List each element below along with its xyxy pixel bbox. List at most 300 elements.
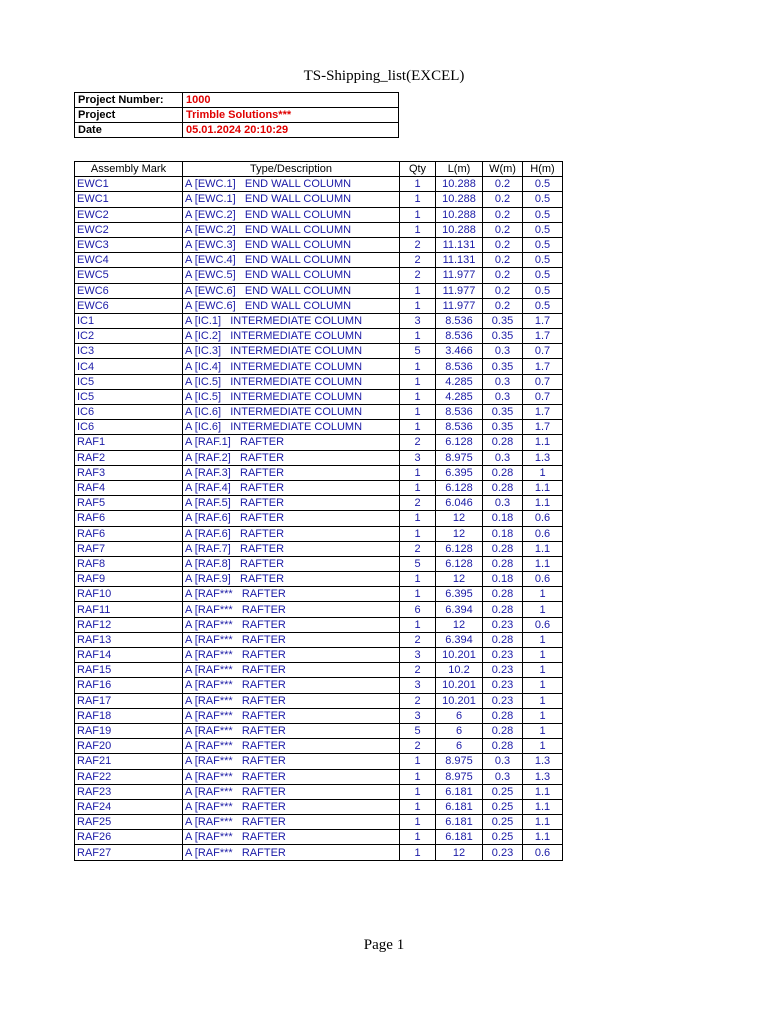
table-row xyxy=(75,587,563,602)
table-row xyxy=(75,511,563,526)
qty-cell: 1 xyxy=(400,845,436,860)
project-number-value: 1000 xyxy=(183,93,399,108)
qty-cell: 5 xyxy=(400,344,436,359)
assembly-mark-cell: RAF23 xyxy=(75,784,183,799)
type-description-cell: A [RAF*** RAFTER xyxy=(183,693,400,708)
height-cell: 1 xyxy=(523,648,563,663)
type-description-cell: A [RAF*** RAFTER xyxy=(183,799,400,814)
width-cell: 0.2 xyxy=(483,268,523,283)
assembly-mark-cell: RAF11 xyxy=(75,602,183,617)
type-description-cell: A [RAF.7] RAFTER xyxy=(183,541,400,556)
length-cell: 12 xyxy=(436,572,483,587)
length-cell: 12 xyxy=(436,617,483,632)
table-row xyxy=(75,678,563,693)
qty-cell: 1 xyxy=(400,298,436,313)
length-cell: 8.536 xyxy=(436,405,483,420)
width-cell: 0.3 xyxy=(483,496,523,511)
table-header-row xyxy=(75,162,563,177)
table-row xyxy=(75,541,563,556)
qty-cell: 2 xyxy=(400,541,436,556)
type-description-cell: A [RAF*** RAFTER xyxy=(183,632,400,647)
table-body xyxy=(75,177,563,860)
qty-cell: 1 xyxy=(400,192,436,207)
type-description-cell: A [RAF*** RAFTER xyxy=(183,708,400,723)
assembly-mark-cell: IC3 xyxy=(75,344,183,359)
info-row-project xyxy=(75,108,399,123)
qty-cell: 1 xyxy=(400,389,436,404)
table-row xyxy=(75,754,563,769)
width-cell: 0.2 xyxy=(483,253,523,268)
width-cell: 0.18 xyxy=(483,526,523,541)
width-cell: 0.25 xyxy=(483,799,523,814)
table-row xyxy=(75,617,563,632)
table-row xyxy=(75,480,563,495)
table-row xyxy=(75,602,563,617)
table-row xyxy=(75,708,563,723)
length-cell: 6.394 xyxy=(436,632,483,647)
assembly-mark-cell: IC5 xyxy=(75,374,183,389)
assembly-mark-cell: RAF17 xyxy=(75,693,183,708)
width-cell: 0.28 xyxy=(483,739,523,754)
assembly-mark-cell: RAF13 xyxy=(75,632,183,647)
length-cell: 12 xyxy=(436,845,483,860)
width-cell: 0.3 xyxy=(483,344,523,359)
length-cell: 10.2 xyxy=(436,663,483,678)
width-cell: 0.35 xyxy=(483,359,523,374)
height-cell: 0.6 xyxy=(523,572,563,587)
height-cell: 0.5 xyxy=(523,237,563,252)
type-description-cell: A [RAF*** RAFTER xyxy=(183,754,400,769)
assembly-mark-cell: RAF9 xyxy=(75,572,183,587)
width-cell: 0.2 xyxy=(483,192,523,207)
assembly-mark-cell: EWC6 xyxy=(75,283,183,298)
type-description-cell: A [RAF.5] RAFTER xyxy=(183,496,400,511)
height-cell: 1 xyxy=(523,602,563,617)
type-description-cell: A [EWC.4] END WALL COLUMN xyxy=(183,253,400,268)
type-description-cell: A [IC.5] INTERMEDIATE COLUMN xyxy=(183,389,400,404)
assembly-mark-cell: RAF4 xyxy=(75,480,183,495)
width-cell: 0.2 xyxy=(483,207,523,222)
table-row xyxy=(75,556,563,571)
type-description-cell: A [IC.3] INTERMEDIATE COLUMN xyxy=(183,344,400,359)
width-cell: 0.35 xyxy=(483,329,523,344)
qty-cell: 2 xyxy=(400,632,436,647)
table-row xyxy=(75,389,563,404)
length-cell: 8.536 xyxy=(436,420,483,435)
height-cell: 0.5 xyxy=(523,268,563,283)
assembly-mark-cell: IC4 xyxy=(75,359,183,374)
table-row xyxy=(75,298,563,313)
width-cell: 0.3 xyxy=(483,769,523,784)
table-row xyxy=(75,663,563,678)
height-cell: 1.7 xyxy=(523,359,563,374)
qty-cell: 1 xyxy=(400,617,436,632)
type-description-cell: A [IC.6] INTERMEDIATE COLUMN xyxy=(183,405,400,420)
qty-cell: 6 xyxy=(400,602,436,617)
type-description-cell: A [RAF*** RAFTER xyxy=(183,845,400,860)
info-row-project-number xyxy=(75,93,399,108)
info-label: Project xyxy=(75,108,183,123)
qty-cell: 3 xyxy=(400,313,436,328)
width-cell: 0.23 xyxy=(483,648,523,663)
length-cell: 12 xyxy=(436,511,483,526)
assembly-mark-cell: RAF22 xyxy=(75,769,183,784)
width-cell: 0.28 xyxy=(483,541,523,556)
assembly-mark-cell: RAF24 xyxy=(75,799,183,814)
page-number: Page 1 xyxy=(363,937,405,953)
height-cell: 1 xyxy=(523,632,563,647)
height-cell: 1.1 xyxy=(523,556,563,571)
project-name-value: Trimble Solutions*** xyxy=(183,108,399,123)
qty-cell: 2 xyxy=(400,237,436,252)
type-description-cell: A [RAF*** RAFTER xyxy=(183,784,400,799)
assembly-mark-cell: RAF6 xyxy=(75,526,183,541)
assembly-mark-cell: RAF27 xyxy=(75,845,183,860)
table-row xyxy=(75,435,563,450)
height-cell: 0.5 xyxy=(523,298,563,313)
type-description-cell: A [EWC.1] END WALL COLUMN xyxy=(183,177,400,192)
assembly-mark-cell: IC5 xyxy=(75,389,183,404)
assembly-mark-cell: RAF15 xyxy=(75,663,183,678)
qty-cell: 1 xyxy=(400,830,436,845)
qty-cell: 3 xyxy=(400,450,436,465)
length-cell: 3.466 xyxy=(436,344,483,359)
type-description-cell: A [IC.1] INTERMEDIATE COLUMN xyxy=(183,313,400,328)
height-cell: 0.6 xyxy=(523,526,563,541)
qty-cell: 3 xyxy=(400,678,436,693)
length-cell: 6.181 xyxy=(436,784,483,799)
table-row xyxy=(75,799,563,814)
qty-cell: 1 xyxy=(400,815,436,830)
qty-cell: 2 xyxy=(400,268,436,283)
table-row xyxy=(75,344,563,359)
length-cell: 6.128 xyxy=(436,541,483,556)
height-cell: 1.1 xyxy=(523,541,563,556)
assembly-mark-cell: EWC1 xyxy=(75,192,183,207)
length-cell: 10.288 xyxy=(436,222,483,237)
width-cell: 0.18 xyxy=(483,572,523,587)
type-description-cell: A [RAF*** RAFTER xyxy=(183,830,400,845)
qty-cell: 2 xyxy=(400,496,436,511)
table-row xyxy=(75,769,563,784)
type-description-cell: A [IC.2] INTERMEDIATE COLUMN xyxy=(183,329,400,344)
qty-cell: 1 xyxy=(400,207,436,222)
height-cell: 0.6 xyxy=(523,617,563,632)
qty-cell: 2 xyxy=(400,435,436,450)
assembly-mark-cell: RAF10 xyxy=(75,587,183,602)
length-cell: 6.395 xyxy=(436,465,483,480)
assembly-mark-cell: RAF6 xyxy=(75,511,183,526)
qty-cell: 1 xyxy=(400,769,436,784)
table-row xyxy=(75,784,563,799)
height-cell: 1.3 xyxy=(523,450,563,465)
height-cell: 1.1 xyxy=(523,480,563,495)
length-cell: 11.977 xyxy=(436,283,483,298)
type-description-cell: A [EWC.2] END WALL COLUMN xyxy=(183,222,400,237)
width-cell: 0.35 xyxy=(483,420,523,435)
qty-cell: 3 xyxy=(400,708,436,723)
width-cell: 0.28 xyxy=(483,632,523,647)
length-cell: 8.975 xyxy=(436,769,483,784)
height-cell: 1.3 xyxy=(523,754,563,769)
height-cell: 1 xyxy=(523,587,563,602)
width-cell: 0.2 xyxy=(483,298,523,313)
qty-cell: 1 xyxy=(400,480,436,495)
length-cell: 11.977 xyxy=(436,298,483,313)
table-row xyxy=(75,632,563,647)
table-row xyxy=(75,465,563,480)
length-cell: 10.201 xyxy=(436,648,483,663)
height-cell: 0.5 xyxy=(523,253,563,268)
length-cell: 10.288 xyxy=(436,177,483,192)
length-cell: 10.288 xyxy=(436,192,483,207)
assembly-mark-cell: RAF25 xyxy=(75,815,183,830)
height-cell: 1 xyxy=(523,723,563,738)
width-cell: 0.28 xyxy=(483,556,523,571)
type-description-cell: A [RAF*** RAFTER xyxy=(183,815,400,830)
type-description-cell: A [RAF.3] RAFTER xyxy=(183,465,400,480)
table-row xyxy=(75,374,563,389)
assembly-mark-cell: IC1 xyxy=(75,313,183,328)
length-cell: 8.975 xyxy=(436,754,483,769)
date-value: 05.01.2024 20:10:29 xyxy=(183,123,399,138)
width-cell: 0.2 xyxy=(483,237,523,252)
width-cell: 0.3 xyxy=(483,374,523,389)
qty-cell: 1 xyxy=(400,222,436,237)
length-cell: 4.285 xyxy=(436,374,483,389)
assembly-mark-cell: EWC2 xyxy=(75,207,183,222)
height-cell: 1.1 xyxy=(523,815,563,830)
assembly-mark-cell: IC6 xyxy=(75,405,183,420)
table-row xyxy=(75,405,563,420)
table-row xyxy=(75,420,563,435)
height-cell: 1 xyxy=(523,465,563,480)
length-cell: 8.536 xyxy=(436,329,483,344)
width-cell: 0.18 xyxy=(483,511,523,526)
width-cell: 0.23 xyxy=(483,663,523,678)
page-title: TS-Shipping_list(EXCEL) xyxy=(303,68,465,84)
height-cell: 1.3 xyxy=(523,769,563,784)
info-label: Date xyxy=(75,123,183,138)
table-row xyxy=(75,313,563,328)
width-cell: 0.28 xyxy=(483,480,523,495)
assembly-mark-cell: RAF2 xyxy=(75,450,183,465)
width-cell: 0.35 xyxy=(483,313,523,328)
assembly-mark-cell: EWC6 xyxy=(75,298,183,313)
assembly-mark-cell: IC6 xyxy=(75,420,183,435)
length-cell: 6.394 xyxy=(436,602,483,617)
assembly-mark-cell: RAF7 xyxy=(75,541,183,556)
table-row xyxy=(75,723,563,738)
type-description-cell: A [EWC.5] END WALL COLUMN xyxy=(183,268,400,283)
type-description-cell: A [RAF*** RAFTER xyxy=(183,663,400,678)
qty-cell: 2 xyxy=(400,739,436,754)
length-cell: 6 xyxy=(436,708,483,723)
qty-cell: 1 xyxy=(400,784,436,799)
table-row xyxy=(75,693,563,708)
width-cell: 0.25 xyxy=(483,784,523,799)
length-cell: 6.046 xyxy=(436,496,483,511)
length-cell: 12 xyxy=(436,526,483,541)
height-cell: 1.7 xyxy=(523,329,563,344)
height-cell: 1 xyxy=(523,663,563,678)
height-cell: 0.5 xyxy=(523,207,563,222)
length-cell: 10.201 xyxy=(436,693,483,708)
height-cell: 1 xyxy=(523,678,563,693)
width-cell: 0.3 xyxy=(483,754,523,769)
height-cell: 1 xyxy=(523,739,563,754)
height-cell: 1.7 xyxy=(523,420,563,435)
height-cell: 1.1 xyxy=(523,784,563,799)
table-row xyxy=(75,253,563,268)
type-description-cell: A [RAF*** RAFTER xyxy=(183,602,400,617)
assembly-mark-cell: RAF26 xyxy=(75,830,183,845)
length-cell: 6.181 xyxy=(436,799,483,814)
qty-cell: 1 xyxy=(400,420,436,435)
type-description-cell: A [IC.5] INTERMEDIATE COLUMN xyxy=(183,374,400,389)
length-cell: 10.201 xyxy=(436,678,483,693)
table-row xyxy=(75,739,563,754)
table-row xyxy=(75,192,563,207)
type-description-cell: A [EWC.6] END WALL COLUMN xyxy=(183,283,400,298)
height-cell: 1 xyxy=(523,693,563,708)
assembly-mark-cell: EWC4 xyxy=(75,253,183,268)
column-header-qty: Qty xyxy=(400,162,436,177)
length-cell: 6.181 xyxy=(436,815,483,830)
type-description-cell: A [IC.4] INTERMEDIATE COLUMN xyxy=(183,359,400,374)
table-row xyxy=(75,177,563,192)
width-cell: 0.23 xyxy=(483,678,523,693)
width-cell: 0.28 xyxy=(483,708,523,723)
project-info-table xyxy=(74,92,399,138)
type-description-cell: A [RAF.8] RAFTER xyxy=(183,556,400,571)
width-cell: 0.28 xyxy=(483,723,523,738)
type-description-cell: A [RAF*** RAFTER xyxy=(183,678,400,693)
qty-cell: 1 xyxy=(400,799,436,814)
qty-cell: 1 xyxy=(400,177,436,192)
table-row xyxy=(75,496,563,511)
height-cell: 0.6 xyxy=(523,845,563,860)
assembly-mark-cell: RAF16 xyxy=(75,678,183,693)
type-description-cell: A [RAF*** RAFTER xyxy=(183,723,400,738)
table-row xyxy=(75,450,563,465)
table-row xyxy=(75,572,563,587)
length-cell: 11.131 xyxy=(436,253,483,268)
info-label: Project Number: xyxy=(75,93,183,108)
height-cell: 0.5 xyxy=(523,177,563,192)
assembly-mark-cell: EWC5 xyxy=(75,268,183,283)
qty-cell: 2 xyxy=(400,663,436,678)
type-description-cell: A [RAF*** RAFTER xyxy=(183,739,400,754)
height-cell: 0.7 xyxy=(523,389,563,404)
assembly-mark-cell: EWC3 xyxy=(75,237,183,252)
qty-cell: 1 xyxy=(400,405,436,420)
type-description-cell: A [IC.6] INTERMEDIATE COLUMN xyxy=(183,420,400,435)
height-cell: 1.1 xyxy=(523,435,563,450)
width-cell: 0.2 xyxy=(483,177,523,192)
table-row xyxy=(75,268,563,283)
qty-cell: 1 xyxy=(400,465,436,480)
assembly-mark-cell: RAF5 xyxy=(75,496,183,511)
table-row xyxy=(75,359,563,374)
width-cell: 0.28 xyxy=(483,602,523,617)
type-description-cell: A [RAF.9] RAFTER xyxy=(183,572,400,587)
assembly-mark-cell: RAF1 xyxy=(75,435,183,450)
table-row xyxy=(75,845,563,860)
type-description-cell: A [EWC.1] END WALL COLUMN xyxy=(183,192,400,207)
info-row-date xyxy=(75,123,399,138)
qty-cell: 1 xyxy=(400,283,436,298)
height-cell: 1.7 xyxy=(523,313,563,328)
table-row xyxy=(75,207,563,222)
assembly-mark-cell: RAF8 xyxy=(75,556,183,571)
type-description-cell: A [RAF.6] RAFTER xyxy=(183,511,400,526)
width-cell: 0.23 xyxy=(483,693,523,708)
table-row xyxy=(75,830,563,845)
width-cell: 0.25 xyxy=(483,830,523,845)
qty-cell: 1 xyxy=(400,359,436,374)
height-cell: 1.1 xyxy=(523,799,563,814)
width-cell: 0.3 xyxy=(483,389,523,404)
length-cell: 6 xyxy=(436,739,483,754)
length-cell: 8.975 xyxy=(436,450,483,465)
length-cell: 6.395 xyxy=(436,587,483,602)
length-cell: 6.128 xyxy=(436,480,483,495)
table-row xyxy=(75,329,563,344)
type-description-cell: A [RAF.2] RAFTER xyxy=(183,450,400,465)
type-description-cell: A [RAF.6] RAFTER xyxy=(183,526,400,541)
table-row xyxy=(75,237,563,252)
height-cell: 1.1 xyxy=(523,830,563,845)
length-cell: 11.977 xyxy=(436,268,483,283)
type-description-cell: A [EWC.3] END WALL COLUMN xyxy=(183,237,400,252)
length-cell: 8.536 xyxy=(436,313,483,328)
height-cell: 1.7 xyxy=(523,405,563,420)
type-description-cell: A [RAF*** RAFTER xyxy=(183,587,400,602)
assembly-mark-cell: RAF21 xyxy=(75,754,183,769)
height-cell: 0.5 xyxy=(523,283,563,298)
qty-cell: 1 xyxy=(400,374,436,389)
length-cell: 6 xyxy=(436,723,483,738)
shipping-list-table xyxy=(74,161,563,861)
assembly-mark-cell: RAF20 xyxy=(75,739,183,754)
qty-cell: 2 xyxy=(400,693,436,708)
width-cell: 0.2 xyxy=(483,222,523,237)
assembly-mark-cell: RAF19 xyxy=(75,723,183,738)
qty-cell: 5 xyxy=(400,556,436,571)
type-description-cell: A [RAF*** RAFTER xyxy=(183,648,400,663)
qty-cell: 1 xyxy=(400,754,436,769)
column-header-width: W(m) xyxy=(483,162,523,177)
height-cell: 0.5 xyxy=(523,192,563,207)
assembly-mark-cell: RAF18 xyxy=(75,708,183,723)
table-row xyxy=(75,222,563,237)
assembly-mark-cell: IC2 xyxy=(75,329,183,344)
qty-cell: 5 xyxy=(400,723,436,738)
height-cell: 1.1 xyxy=(523,496,563,511)
type-description-cell: A [RAF*** RAFTER xyxy=(183,617,400,632)
qty-cell: 1 xyxy=(400,329,436,344)
table-row xyxy=(75,283,563,298)
length-cell: 6.128 xyxy=(436,435,483,450)
width-cell: 0.28 xyxy=(483,435,523,450)
width-cell: 0.2 xyxy=(483,283,523,298)
width-cell: 0.25 xyxy=(483,815,523,830)
height-cell: 0.7 xyxy=(523,344,563,359)
type-description-cell: A [RAF.4] RAFTER xyxy=(183,480,400,495)
assembly-mark-cell: RAF14 xyxy=(75,648,183,663)
height-cell: 1 xyxy=(523,708,563,723)
